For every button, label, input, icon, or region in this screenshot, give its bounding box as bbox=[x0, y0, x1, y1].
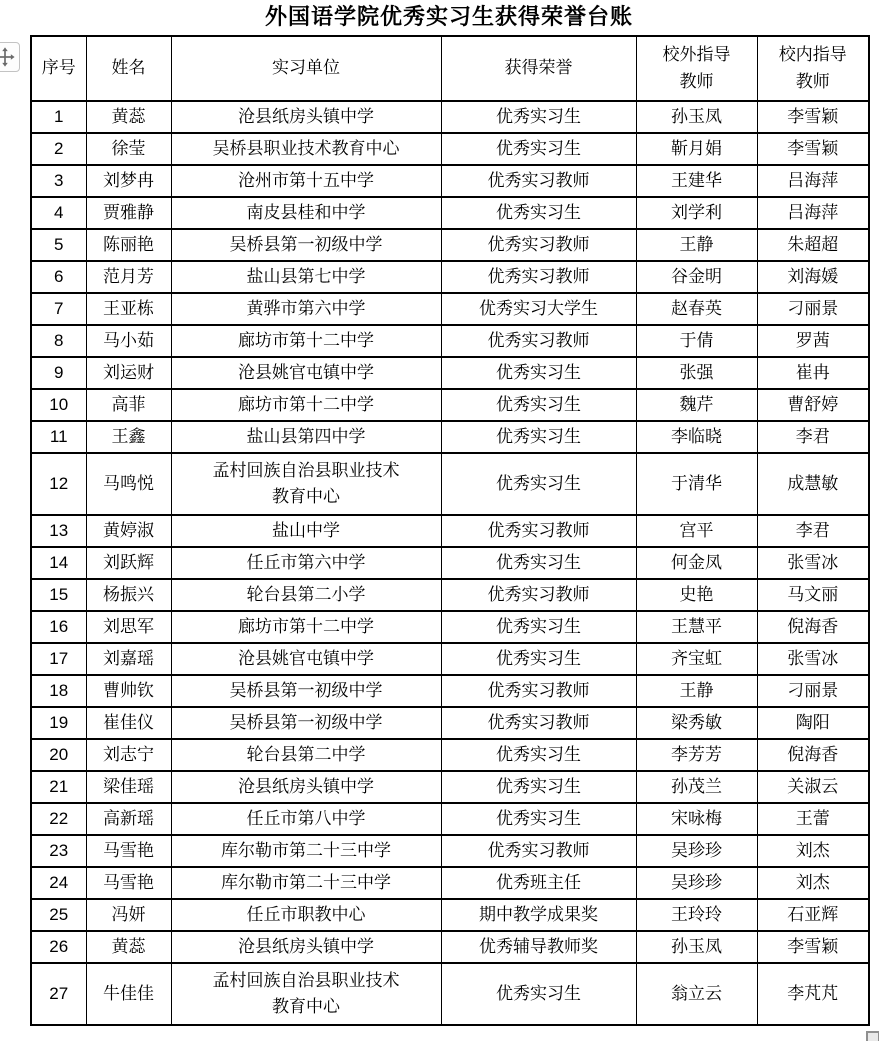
cell-unit[interactable]: 盐山中学 bbox=[171, 515, 441, 547]
cell-honor[interactable]: 优秀实习生 bbox=[441, 739, 636, 771]
cell-name[interactable]: 曹帅钦 bbox=[86, 675, 171, 707]
cell-internal-advisor[interactable]: 张雪冰 bbox=[757, 643, 869, 675]
table-row bbox=[31, 899, 869, 931]
cell-name[interactable]: 马小茹 bbox=[86, 325, 171, 357]
cell-internal-advisor[interactable]: 朱超超 bbox=[757, 229, 869, 261]
cell-no[interactable]: 2 bbox=[31, 133, 86, 165]
cell-unit[interactable]: 任丘市第六中学 bbox=[171, 547, 441, 579]
cell-no[interactable]: 14 bbox=[31, 547, 86, 579]
table-row bbox=[31, 963, 869, 1025]
cell-no[interactable]: 19 bbox=[31, 707, 86, 739]
cell-honor[interactable]: 优秀实习生 bbox=[441, 771, 636, 803]
cell-internal-advisor[interactable]: 刁丽景 bbox=[757, 293, 869, 325]
cell-unit[interactable]: 轮台县第二中学 bbox=[171, 739, 441, 771]
cell-honor[interactable]: 优秀实习生 bbox=[441, 357, 636, 389]
cell-honor[interactable]: 优秀实习大学生 bbox=[441, 293, 636, 325]
cell-honor[interactable]: 优秀实习生 bbox=[441, 611, 636, 643]
cell-honor[interactable]: 优秀实习教师 bbox=[441, 261, 636, 293]
cell-name[interactable]: 王鑫 bbox=[86, 421, 171, 453]
table-move-handle[interactable] bbox=[0, 42, 20, 72]
cell-external-advisor[interactable]: 宋咏梅 bbox=[636, 803, 757, 835]
cell-external-advisor[interactable]: 吴珍珍 bbox=[636, 835, 757, 867]
cell-honor[interactable]: 优秀实习教师 bbox=[441, 325, 636, 357]
cell-external-advisor[interactable]: 魏芹 bbox=[636, 389, 757, 421]
cell-no[interactable]: 11 bbox=[31, 421, 86, 453]
cell-unit[interactable]: 沧州市第十五中学 bbox=[171, 165, 441, 197]
cell-internal-advisor[interactable]: 马文丽 bbox=[757, 579, 869, 611]
cell-unit[interactable]: 南皮县桂和中学 bbox=[171, 197, 441, 229]
cell-honor[interactable]: 优秀实习教师 bbox=[441, 165, 636, 197]
cell-no[interactable]: 1 bbox=[31, 101, 86, 133]
table-row bbox=[31, 101, 869, 133]
cell-external-advisor[interactable]: 于清华 bbox=[636, 453, 757, 515]
table-row bbox=[31, 133, 869, 165]
cell-internal-advisor[interactable]: 成慧敏 bbox=[757, 453, 869, 515]
cell-name[interactable]: 梁佳瑶 bbox=[86, 771, 171, 803]
cell-no[interactable]: 24 bbox=[31, 867, 86, 899]
cell-internal-advisor[interactable]: 李君 bbox=[757, 515, 869, 547]
cell-unit[interactable]: 吴桥县第一初级中学 bbox=[171, 675, 441, 707]
cell-name[interactable]: 刘嘉瑶 bbox=[86, 643, 171, 675]
table-row bbox=[31, 771, 869, 803]
honor-ledger-table bbox=[30, 35, 870, 1026]
cell-honor[interactable]: 优秀实习教师 bbox=[441, 707, 636, 739]
cell-internal-advisor[interactable]: 张雪冰 bbox=[757, 547, 869, 579]
cell-internal-advisor[interactable]: 刁丽景 bbox=[757, 675, 869, 707]
four-way-arrow-icon bbox=[0, 47, 15, 67]
cell-internal-advisor[interactable]: 李雪颖 bbox=[757, 931, 869, 963]
cell-no[interactable]: 12 bbox=[31, 453, 86, 515]
cell-honor[interactable]: 优秀实习生 bbox=[441, 963, 636, 1025]
cell-external-advisor[interactable]: 谷金明 bbox=[636, 261, 757, 293]
table-row bbox=[31, 261, 869, 293]
table-resize-handle[interactable] bbox=[866, 1031, 879, 1041]
cell-unit[interactable]: 盐山县第七中学 bbox=[171, 261, 441, 293]
cell-external-advisor[interactable]: 齐宝虹 bbox=[636, 643, 757, 675]
cell-no[interactable]: 13 bbox=[31, 515, 86, 547]
cell-external-advisor[interactable]: 王建华 bbox=[636, 165, 757, 197]
cell-unit[interactable]: 沧县纸房头镇中学 bbox=[171, 771, 441, 803]
cell-internal-advisor[interactable]: 曹舒婷 bbox=[757, 389, 869, 421]
cell-no[interactable]: 18 bbox=[31, 675, 86, 707]
cell-internal-advisor[interactable]: 刘杰 bbox=[757, 835, 869, 867]
cell-name[interactable]: 马雪艳 bbox=[86, 867, 171, 899]
cell-unit[interactable]: 沧县纸房头镇中学 bbox=[171, 931, 441, 963]
cell-external-advisor[interactable]: 李芳芳 bbox=[636, 739, 757, 771]
cell-external-advisor[interactable]: 李临晓 bbox=[636, 421, 757, 453]
table-row bbox=[31, 229, 869, 261]
cell-no[interactable]: 21 bbox=[31, 771, 86, 803]
table-row bbox=[31, 643, 869, 675]
cell-unit[interactable]: 吴桥县第一初级中学 bbox=[171, 229, 441, 261]
table-row bbox=[31, 421, 869, 453]
cell-external-advisor[interactable]: 王静 bbox=[636, 675, 757, 707]
cell-unit[interactable]: 库尔勒市第二十三中学 bbox=[171, 835, 441, 867]
table-row bbox=[31, 867, 869, 899]
cell-external-advisor[interactable]: 赵春英 bbox=[636, 293, 757, 325]
cell-unit[interactable]: 沧县纸房头镇中学 bbox=[171, 101, 441, 133]
table-row bbox=[31, 357, 869, 389]
header-cell-honor[interactable]: 获得荣誉 bbox=[441, 36, 636, 101]
table-row bbox=[31, 515, 869, 547]
cell-honor[interactable]: 期中教学成果奖 bbox=[441, 899, 636, 931]
cell-external-advisor[interactable]: 王静 bbox=[636, 229, 757, 261]
cell-no[interactable]: 20 bbox=[31, 739, 86, 771]
cell-name[interactable]: 高菲 bbox=[86, 389, 171, 421]
cell-honor[interactable]: 优秀实习生 bbox=[441, 389, 636, 421]
cell-internal-advisor[interactable]: 刘海媛 bbox=[757, 261, 869, 293]
cell-internal-advisor[interactable]: 陶阳 bbox=[757, 707, 869, 739]
header-row bbox=[31, 36, 869, 101]
cell-honor[interactable]: 优秀实习教师 bbox=[441, 675, 636, 707]
cell-unit[interactable]: 任丘市职教中心 bbox=[171, 899, 441, 931]
cell-honor[interactable]: 优秀实习教师 bbox=[441, 229, 636, 261]
cell-external-advisor[interactable]: 张强 bbox=[636, 357, 757, 389]
cell-external-advisor[interactable]: 于倩 bbox=[636, 325, 757, 357]
cell-external-advisor[interactable]: 孙玉凤 bbox=[636, 101, 757, 133]
cell-name[interactable]: 贾雅静 bbox=[86, 197, 171, 229]
cell-honor[interactable]: 优秀实习生 bbox=[441, 133, 636, 165]
cell-no[interactable]: 3 bbox=[31, 165, 86, 197]
cell-external-advisor[interactable]: 宫平 bbox=[636, 515, 757, 547]
cell-no[interactable]: 7 bbox=[31, 293, 86, 325]
cell-internal-advisor[interactable]: 吕海萍 bbox=[757, 197, 869, 229]
cell-no[interactable]: 23 bbox=[31, 835, 86, 867]
table-row bbox=[31, 293, 869, 325]
cell-honor[interactable]: 优秀实习生 bbox=[441, 197, 636, 229]
cell-name[interactable]: 黄蕊 bbox=[86, 931, 171, 963]
table-row bbox=[31, 611, 869, 643]
cell-name[interactable]: 刘思军 bbox=[86, 611, 171, 643]
cell-no[interactable]: 27 bbox=[31, 963, 86, 1025]
cell-internal-advisor[interactable]: 李君 bbox=[757, 421, 869, 453]
cell-external-advisor[interactable]: 孙茂兰 bbox=[636, 771, 757, 803]
cell-unit[interactable]: 沧县姚官屯镇中学 bbox=[171, 643, 441, 675]
cell-honor[interactable]: 优秀实习教师 bbox=[441, 579, 636, 611]
cell-internal-advisor[interactable]: 李雪颖 bbox=[757, 133, 869, 165]
header-cell-unit[interactable]: 实习单位 bbox=[171, 36, 441, 101]
cell-internal-advisor[interactable]: 倪海香 bbox=[757, 739, 869, 771]
table-row bbox=[31, 453, 869, 515]
cell-internal-advisor[interactable]: 崔冉 bbox=[757, 357, 869, 389]
cell-unit[interactable]: 库尔勒市第二十三中学 bbox=[171, 867, 441, 899]
cell-unit[interactable]: 孟村回族自治县职业技术教育中心 bbox=[171, 963, 441, 1025]
cell-name[interactable]: 马鸣悦 bbox=[86, 453, 171, 515]
cell-honor[interactable]: 优秀班主任 bbox=[441, 867, 636, 899]
cell-unit[interactable]: 轮台县第二小学 bbox=[171, 579, 441, 611]
cell-honor[interactable]: 优秀辅导教师奖 bbox=[441, 931, 636, 963]
cell-no[interactable]: 9 bbox=[31, 357, 86, 389]
table-row bbox=[31, 931, 869, 963]
cell-name[interactable]: 王亚栋 bbox=[86, 293, 171, 325]
header-cell-no[interactable]: 序号 bbox=[31, 36, 86, 101]
table-body bbox=[31, 101, 869, 1025]
cell-internal-advisor[interactable]: 倪海香 bbox=[757, 611, 869, 643]
cell-name[interactable]: 牛佳佳 bbox=[86, 963, 171, 1025]
cell-name[interactable]: 杨振兴 bbox=[86, 579, 171, 611]
cell-no[interactable]: 8 bbox=[31, 325, 86, 357]
cell-no[interactable]: 5 bbox=[31, 229, 86, 261]
cell-no[interactable]: 26 bbox=[31, 931, 86, 963]
cell-internal-advisor[interactable]: 石亚辉 bbox=[757, 899, 869, 931]
cell-external-advisor[interactable]: 靳月娟 bbox=[636, 133, 757, 165]
cell-unit[interactable]: 吴桥县第一初级中学 bbox=[171, 707, 441, 739]
cell-internal-advisor[interactable]: 罗茜 bbox=[757, 325, 869, 357]
cell-internal-advisor[interactable]: 吕海萍 bbox=[757, 165, 869, 197]
cell-unit[interactable]: 盐山县第四中学 bbox=[171, 421, 441, 453]
cell-unit[interactable]: 廊坊市第十二中学 bbox=[171, 611, 441, 643]
cell-external-advisor[interactable]: 翁立云 bbox=[636, 963, 757, 1025]
cell-name[interactable]: 刘跃辉 bbox=[86, 547, 171, 579]
cell-external-advisor[interactable]: 刘学利 bbox=[636, 197, 757, 229]
cell-internal-advisor[interactable]: 李雪颖 bbox=[757, 101, 869, 133]
table-row bbox=[31, 835, 869, 867]
cell-unit[interactable]: 廊坊市第十二中学 bbox=[171, 325, 441, 357]
cell-external-advisor[interactable]: 吴珍珍 bbox=[636, 867, 757, 899]
cell-name[interactable]: 崔佳仪 bbox=[86, 707, 171, 739]
cell-honor[interactable]: 优秀实习教师 bbox=[441, 835, 636, 867]
table-row bbox=[31, 547, 869, 579]
cell-internal-advisor[interactable]: 刘杰 bbox=[757, 867, 869, 899]
cell-external-advisor[interactable]: 王玲玲 bbox=[636, 899, 757, 931]
cell-unit[interactable]: 廊坊市第十二中学 bbox=[171, 389, 441, 421]
cell-internal-advisor[interactable]: 王蕾 bbox=[757, 803, 869, 835]
cell-external-advisor[interactable]: 何金凤 bbox=[636, 547, 757, 579]
table-row bbox=[31, 389, 869, 421]
cell-external-advisor[interactable]: 史艳 bbox=[636, 579, 757, 611]
cell-no[interactable]: 10 bbox=[31, 389, 86, 421]
cell-no[interactable]: 16 bbox=[31, 611, 86, 643]
cell-unit[interactable]: 吴桥县职业技术教育中心 bbox=[171, 133, 441, 165]
cell-external-advisor[interactable]: 梁秀敏 bbox=[636, 707, 757, 739]
cell-name[interactable]: 刘志宁 bbox=[86, 739, 171, 771]
cell-internal-advisor[interactable]: 关淑云 bbox=[757, 771, 869, 803]
table-row bbox=[31, 739, 869, 771]
table-row bbox=[31, 675, 869, 707]
cell-honor[interactable]: 优秀实习生 bbox=[441, 101, 636, 133]
cell-no[interactable]: 15 bbox=[31, 579, 86, 611]
cell-name[interactable]: 黄婷淑 bbox=[86, 515, 171, 547]
cell-honor[interactable]: 优秀实习生 bbox=[441, 643, 636, 675]
cell-unit[interactable]: 任丘市第八中学 bbox=[171, 803, 441, 835]
cell-external-advisor[interactable]: 孙玉凤 bbox=[636, 931, 757, 963]
cell-name[interactable]: 陈丽艳 bbox=[86, 229, 171, 261]
page-title[interactable]: 外国语学院优秀实习生获得荣誉台账 bbox=[264, 4, 633, 29]
cell-name[interactable]: 马雪艳 bbox=[86, 835, 171, 867]
table-row bbox=[31, 707, 869, 739]
cell-no[interactable]: 4 bbox=[31, 197, 86, 229]
cell-no[interactable]: 22 bbox=[31, 803, 86, 835]
header-cell-internal-advisor[interactable]: 校内指导教师 bbox=[757, 36, 869, 101]
header-cell-external-advisor[interactable]: 校外指导教师 bbox=[636, 36, 757, 101]
cell-honor[interactable]: 优秀实习生 bbox=[441, 803, 636, 835]
cell-external-advisor[interactable]: 王慧平 bbox=[636, 611, 757, 643]
cell-honor[interactable]: 优秀实习教师 bbox=[441, 515, 636, 547]
cell-name[interactable]: 黄蕊 bbox=[86, 101, 171, 133]
cell-unit[interactable]: 沧县姚官屯镇中学 bbox=[171, 357, 441, 389]
cell-name[interactable]: 刘运财 bbox=[86, 357, 171, 389]
cell-honor[interactable]: 优秀实习生 bbox=[441, 453, 636, 515]
table-row bbox=[31, 579, 869, 611]
cell-no[interactable]: 17 bbox=[31, 643, 86, 675]
cell-name[interactable]: 冯妍 bbox=[86, 899, 171, 931]
cell-name[interactable]: 徐莹 bbox=[86, 133, 171, 165]
cell-unit[interactable]: 孟村回族自治县职业技术教育中心 bbox=[171, 453, 441, 515]
cell-name[interactable]: 高新瑶 bbox=[86, 803, 171, 835]
cell-internal-advisor[interactable]: 李芃芃 bbox=[757, 963, 869, 1025]
cell-name[interactable]: 范月芳 bbox=[86, 261, 171, 293]
table-row bbox=[31, 803, 869, 835]
header-cell-name[interactable]: 姓名 bbox=[86, 36, 171, 101]
cell-unit[interactable]: 黄骅市第六中学 bbox=[171, 293, 441, 325]
cell-no[interactable]: 6 bbox=[31, 261, 86, 293]
cell-name[interactable]: 刘梦冉 bbox=[86, 165, 171, 197]
cell-honor[interactable]: 优秀实习生 bbox=[441, 547, 636, 579]
table-row bbox=[31, 197, 869, 229]
table-row bbox=[31, 165, 869, 197]
cell-honor[interactable]: 优秀实习生 bbox=[441, 421, 636, 453]
table-row bbox=[31, 325, 869, 357]
cell-no[interactable]: 25 bbox=[31, 899, 86, 931]
